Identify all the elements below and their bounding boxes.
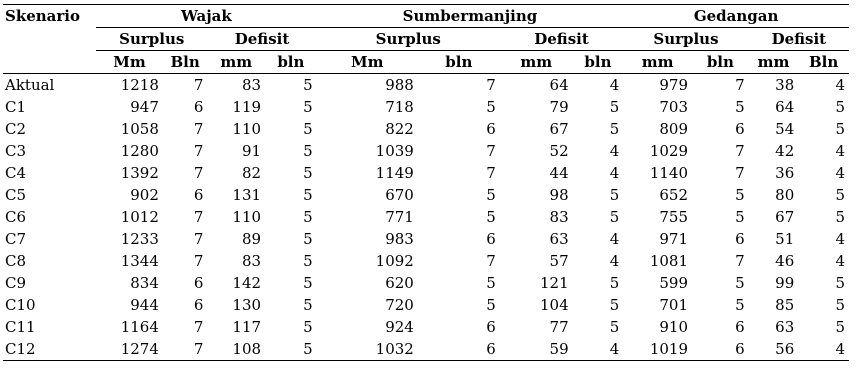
- table-cell: 6: [692, 338, 749, 361]
- table-cell: 5: [303, 230, 313, 248]
- table-cell: 1029: [649, 142, 689, 160]
- table-cell: 64: [775, 98, 795, 116]
- header-defisit: Defisit: [500, 28, 623, 51]
- table-row: [3, 272, 849, 294]
- table-row: [3, 316, 849, 338]
- table-cell: 1149: [375, 164, 414, 182]
- header-unit: bln: [692, 51, 749, 74]
- table-row: [3, 228, 849, 250]
- table-cell: 5: [486, 208, 496, 226]
- table-cell: 1344: [120, 252, 159, 270]
- header-row-units: [3, 51, 849, 74]
- table-cell: 971: [659, 230, 689, 248]
- table-cell: 652: [659, 186, 689, 204]
- table-cell: 1032: [317, 338, 418, 361]
- table-cell: 7: [486, 76, 496, 94]
- table-cell: 7: [193, 142, 204, 160]
- table-cell: 1233: [120, 230, 159, 248]
- table-cell: 599: [659, 274, 689, 292]
- table-cell: 947: [130, 98, 159, 116]
- table-cell: 1058: [120, 120, 159, 138]
- table-cell: 5: [303, 252, 313, 270]
- table-cell: 703: [659, 98, 689, 116]
- table-row: [3, 140, 849, 162]
- header-unit-empty: [3, 51, 96, 74]
- table-cell: 1039: [375, 142, 414, 160]
- table-cell: 670: [385, 186, 414, 204]
- table-cell: 4: [798, 338, 849, 361]
- table-cell: 834: [130, 274, 159, 292]
- table-cell: 83: [549, 208, 569, 226]
- table-cell: 108: [207, 338, 265, 361]
- table-cell: 6: [193, 296, 204, 314]
- table-cell: 6: [193, 274, 204, 292]
- table-cell: 4: [573, 338, 624, 361]
- table-cell: 5: [486, 98, 496, 116]
- table-cell: 5: [735, 274, 745, 292]
- table-cell: 63: [549, 230, 569, 248]
- table-cell: 7: [193, 120, 204, 138]
- table-row: [3, 294, 849, 316]
- row-scenario-label: C4: [5, 164, 27, 182]
- header-unit: mm: [623, 51, 692, 74]
- table-row: [3, 162, 849, 184]
- table-cell: 6: [193, 98, 204, 116]
- table-cell: 85: [775, 296, 795, 314]
- table-cell: 755: [659, 208, 689, 226]
- table-cell: 117: [232, 318, 262, 336]
- table-row: [3, 184, 849, 206]
- table-cell: 110: [232, 208, 262, 226]
- table-cell: 1012: [120, 208, 159, 226]
- table-cell: 1140: [649, 164, 689, 182]
- table-cell: 6: [486, 318, 496, 336]
- table-cell: 91: [241, 142, 262, 160]
- row-scenario-label: Aktual: [5, 76, 55, 94]
- table-cell: 924: [385, 318, 414, 336]
- table-cell: 57: [549, 252, 569, 270]
- table-cell: 7: [193, 208, 204, 226]
- header-row-regions: [3, 5, 849, 28]
- table-cell: 4: [609, 76, 620, 94]
- table-cell: 5: [486, 274, 496, 292]
- table-cell: 38: [775, 76, 795, 94]
- table-cell: 5: [835, 296, 845, 314]
- table-cell: 5: [303, 318, 313, 336]
- table-cell: 5: [303, 120, 313, 138]
- table-cell: 56: [749, 338, 799, 361]
- table-cell: 5: [303, 98, 313, 116]
- header-surplus: Surplus: [96, 28, 207, 51]
- table-cell: 718: [385, 98, 414, 116]
- table-cell: 5: [835, 208, 845, 226]
- table-cell: 67: [549, 120, 569, 138]
- table-cell: 59: [500, 338, 573, 361]
- table-cell: 5: [735, 208, 745, 226]
- table-cell: 5: [609, 186, 620, 204]
- header-region-sumbermanjing: Sumbermanjing: [317, 5, 624, 28]
- table-cell: 4: [609, 230, 620, 248]
- table-cell: 5: [303, 208, 313, 226]
- table-cell: 7: [735, 164, 745, 182]
- row-scenario-label: C7: [5, 230, 27, 248]
- table-cell: 5: [303, 164, 313, 182]
- table-cell: 1019: [623, 338, 692, 361]
- header-unit: bln: [573, 51, 624, 74]
- table-cell: 5: [835, 274, 845, 292]
- table-cell: 5: [835, 186, 845, 204]
- header-defisit: Defisit: [207, 28, 316, 51]
- table-row: [3, 74, 849, 97]
- header-unit: Mm: [317, 51, 418, 74]
- table-cell: 7: [163, 338, 208, 361]
- table-cell: 5: [609, 296, 620, 314]
- table-cell: 5: [609, 274, 620, 292]
- table-row: [3, 338, 849, 361]
- table-cell: 5: [303, 296, 313, 314]
- header-defisit: Defisit: [749, 28, 849, 51]
- table-cell: 5: [609, 318, 620, 336]
- table-cell: 130: [232, 296, 262, 314]
- table-row: [3, 118, 849, 140]
- table-cell: 7: [193, 164, 204, 182]
- table-cell: 7: [193, 318, 204, 336]
- header-unit: mm: [207, 51, 265, 74]
- table-cell: 988: [385, 76, 414, 94]
- table-cell: 131: [232, 186, 262, 204]
- table-cell: 89: [241, 230, 262, 248]
- table-cell: 77: [549, 318, 569, 336]
- table-cell: 51: [775, 230, 795, 248]
- table-cell: 142: [232, 274, 262, 292]
- table-cell: 67: [775, 208, 795, 226]
- table-cell: 944: [130, 296, 159, 314]
- table-cell: 98: [549, 186, 569, 204]
- table-cell: 121: [540, 274, 569, 292]
- header-surplus: Surplus: [623, 28, 748, 51]
- table-cell: 983: [385, 230, 414, 248]
- table-cell: 36: [775, 164, 795, 182]
- table-cell: 119: [232, 98, 262, 116]
- scenario-table: [3, 4, 849, 361]
- table-cell: 63: [775, 318, 795, 336]
- table-body: [3, 74, 849, 361]
- table-cell: 52: [549, 142, 569, 160]
- table-cell: 910: [659, 318, 689, 336]
- table-cell: 1280: [120, 142, 159, 160]
- table-cell: 4: [609, 252, 620, 270]
- table-cell: 5: [835, 98, 845, 116]
- table-cell: 5: [609, 120, 620, 138]
- table-cell: 6: [486, 230, 496, 248]
- table-cell: 6: [735, 120, 745, 138]
- row-scenario-label: C6: [5, 208, 27, 226]
- table-cell: 42: [775, 142, 795, 160]
- table-cell: 5: [609, 208, 620, 226]
- table-cell: 5: [303, 186, 313, 204]
- table-cell: 7: [735, 252, 745, 270]
- table-cell: 4: [835, 252, 845, 270]
- table-cell: 7: [193, 252, 204, 270]
- table-cell: 6: [193, 186, 204, 204]
- table-cell: 7: [486, 252, 496, 270]
- row-scenario-label: C2: [5, 120, 27, 138]
- table-cell: 5: [303, 142, 313, 160]
- table-cell: 1081: [649, 252, 689, 270]
- table-cell: 771: [385, 208, 414, 226]
- table-cell: 979: [659, 76, 689, 94]
- table-cell: 809: [659, 120, 689, 138]
- header-scenario: Skenario: [3, 5, 96, 51]
- table-cell: 4: [609, 142, 620, 160]
- table-cell: 620: [385, 274, 414, 292]
- table-cell: 5: [486, 296, 496, 314]
- table-cell: 5: [303, 274, 313, 292]
- table-cell: 5: [486, 186, 496, 204]
- table-cell: 99: [775, 274, 795, 292]
- table-cell: 7: [193, 76, 204, 94]
- table-cell: 4: [609, 164, 620, 182]
- table-cell: 5: [735, 296, 745, 314]
- table-cell: 720: [385, 296, 414, 314]
- table-row: [3, 96, 849, 118]
- table-cell: 80: [775, 186, 795, 204]
- row-scenario-label: C1: [5, 98, 27, 116]
- table-cell: 5: [835, 120, 845, 138]
- table-cell: 5: [835, 318, 845, 336]
- table-cell: 4: [835, 142, 845, 160]
- table-cell: 5: [609, 98, 620, 116]
- header-unit: Mm: [96, 51, 163, 74]
- table-cell: 1392: [120, 164, 159, 182]
- table-cell: 1274: [96, 338, 163, 361]
- header-surplus: Surplus: [317, 28, 500, 51]
- table-cell: 7: [735, 76, 745, 94]
- row-scenario-label: C3: [5, 142, 27, 160]
- row-scenario-label: C12: [3, 338, 96, 361]
- header-region-wajak: Wajak: [96, 5, 317, 28]
- table-cell: 1164: [120, 318, 159, 336]
- table-cell: 701: [659, 296, 689, 314]
- table-cell: 83: [241, 252, 262, 270]
- table-cell: 822: [385, 120, 414, 138]
- table-cell: 5: [735, 98, 745, 116]
- table-row: [3, 206, 849, 228]
- table-cell: 54: [775, 120, 795, 138]
- row-scenario-label: C8: [5, 252, 27, 270]
- table-cell: 7: [735, 142, 745, 160]
- header-unit: mm: [749, 51, 799, 74]
- table-cell: 79: [549, 98, 569, 116]
- table-row: [3, 250, 849, 272]
- table-cell: 46: [775, 252, 795, 270]
- table-cell: 7: [193, 230, 204, 248]
- header-unit: Bln: [798, 51, 849, 74]
- table-cell: 7: [486, 142, 496, 160]
- table-cell: 104: [540, 296, 569, 314]
- table-cell: 44: [549, 164, 569, 182]
- table-cell: 82: [241, 164, 262, 182]
- table-cell: 110: [232, 120, 262, 138]
- table-cell: 83: [241, 76, 262, 94]
- table-cell: 5: [303, 76, 313, 94]
- row-scenario-label: C10: [5, 296, 36, 314]
- row-scenario-label: C9: [5, 274, 27, 292]
- table-cell: 5: [265, 338, 317, 361]
- table-cell: 6: [486, 120, 496, 138]
- header-unit: mm: [500, 51, 573, 74]
- table-cell: 7: [486, 164, 496, 182]
- table-cell: 4: [835, 164, 845, 182]
- header-unit: bln: [265, 51, 317, 74]
- table-cell: 6: [735, 230, 745, 248]
- row-scenario-label: C11: [5, 318, 36, 336]
- table-cell: 902: [130, 186, 159, 204]
- header-unit: Bln: [163, 51, 208, 74]
- header-unit: bln: [418, 51, 500, 74]
- table-cell: 1092: [375, 252, 414, 270]
- table-cell: 64: [549, 76, 569, 94]
- row-scenario-label: C5: [5, 186, 27, 204]
- table-cell: 4: [835, 76, 845, 94]
- header-row-type: [3, 28, 849, 51]
- table-cell: 4: [835, 230, 845, 248]
- table-cell: 6: [735, 318, 745, 336]
- table-cell: 1218: [120, 76, 159, 94]
- table-cell: 5: [735, 186, 745, 204]
- header-region-gedangan: Gedangan: [623, 5, 849, 28]
- table-cell: 6: [418, 338, 500, 361]
